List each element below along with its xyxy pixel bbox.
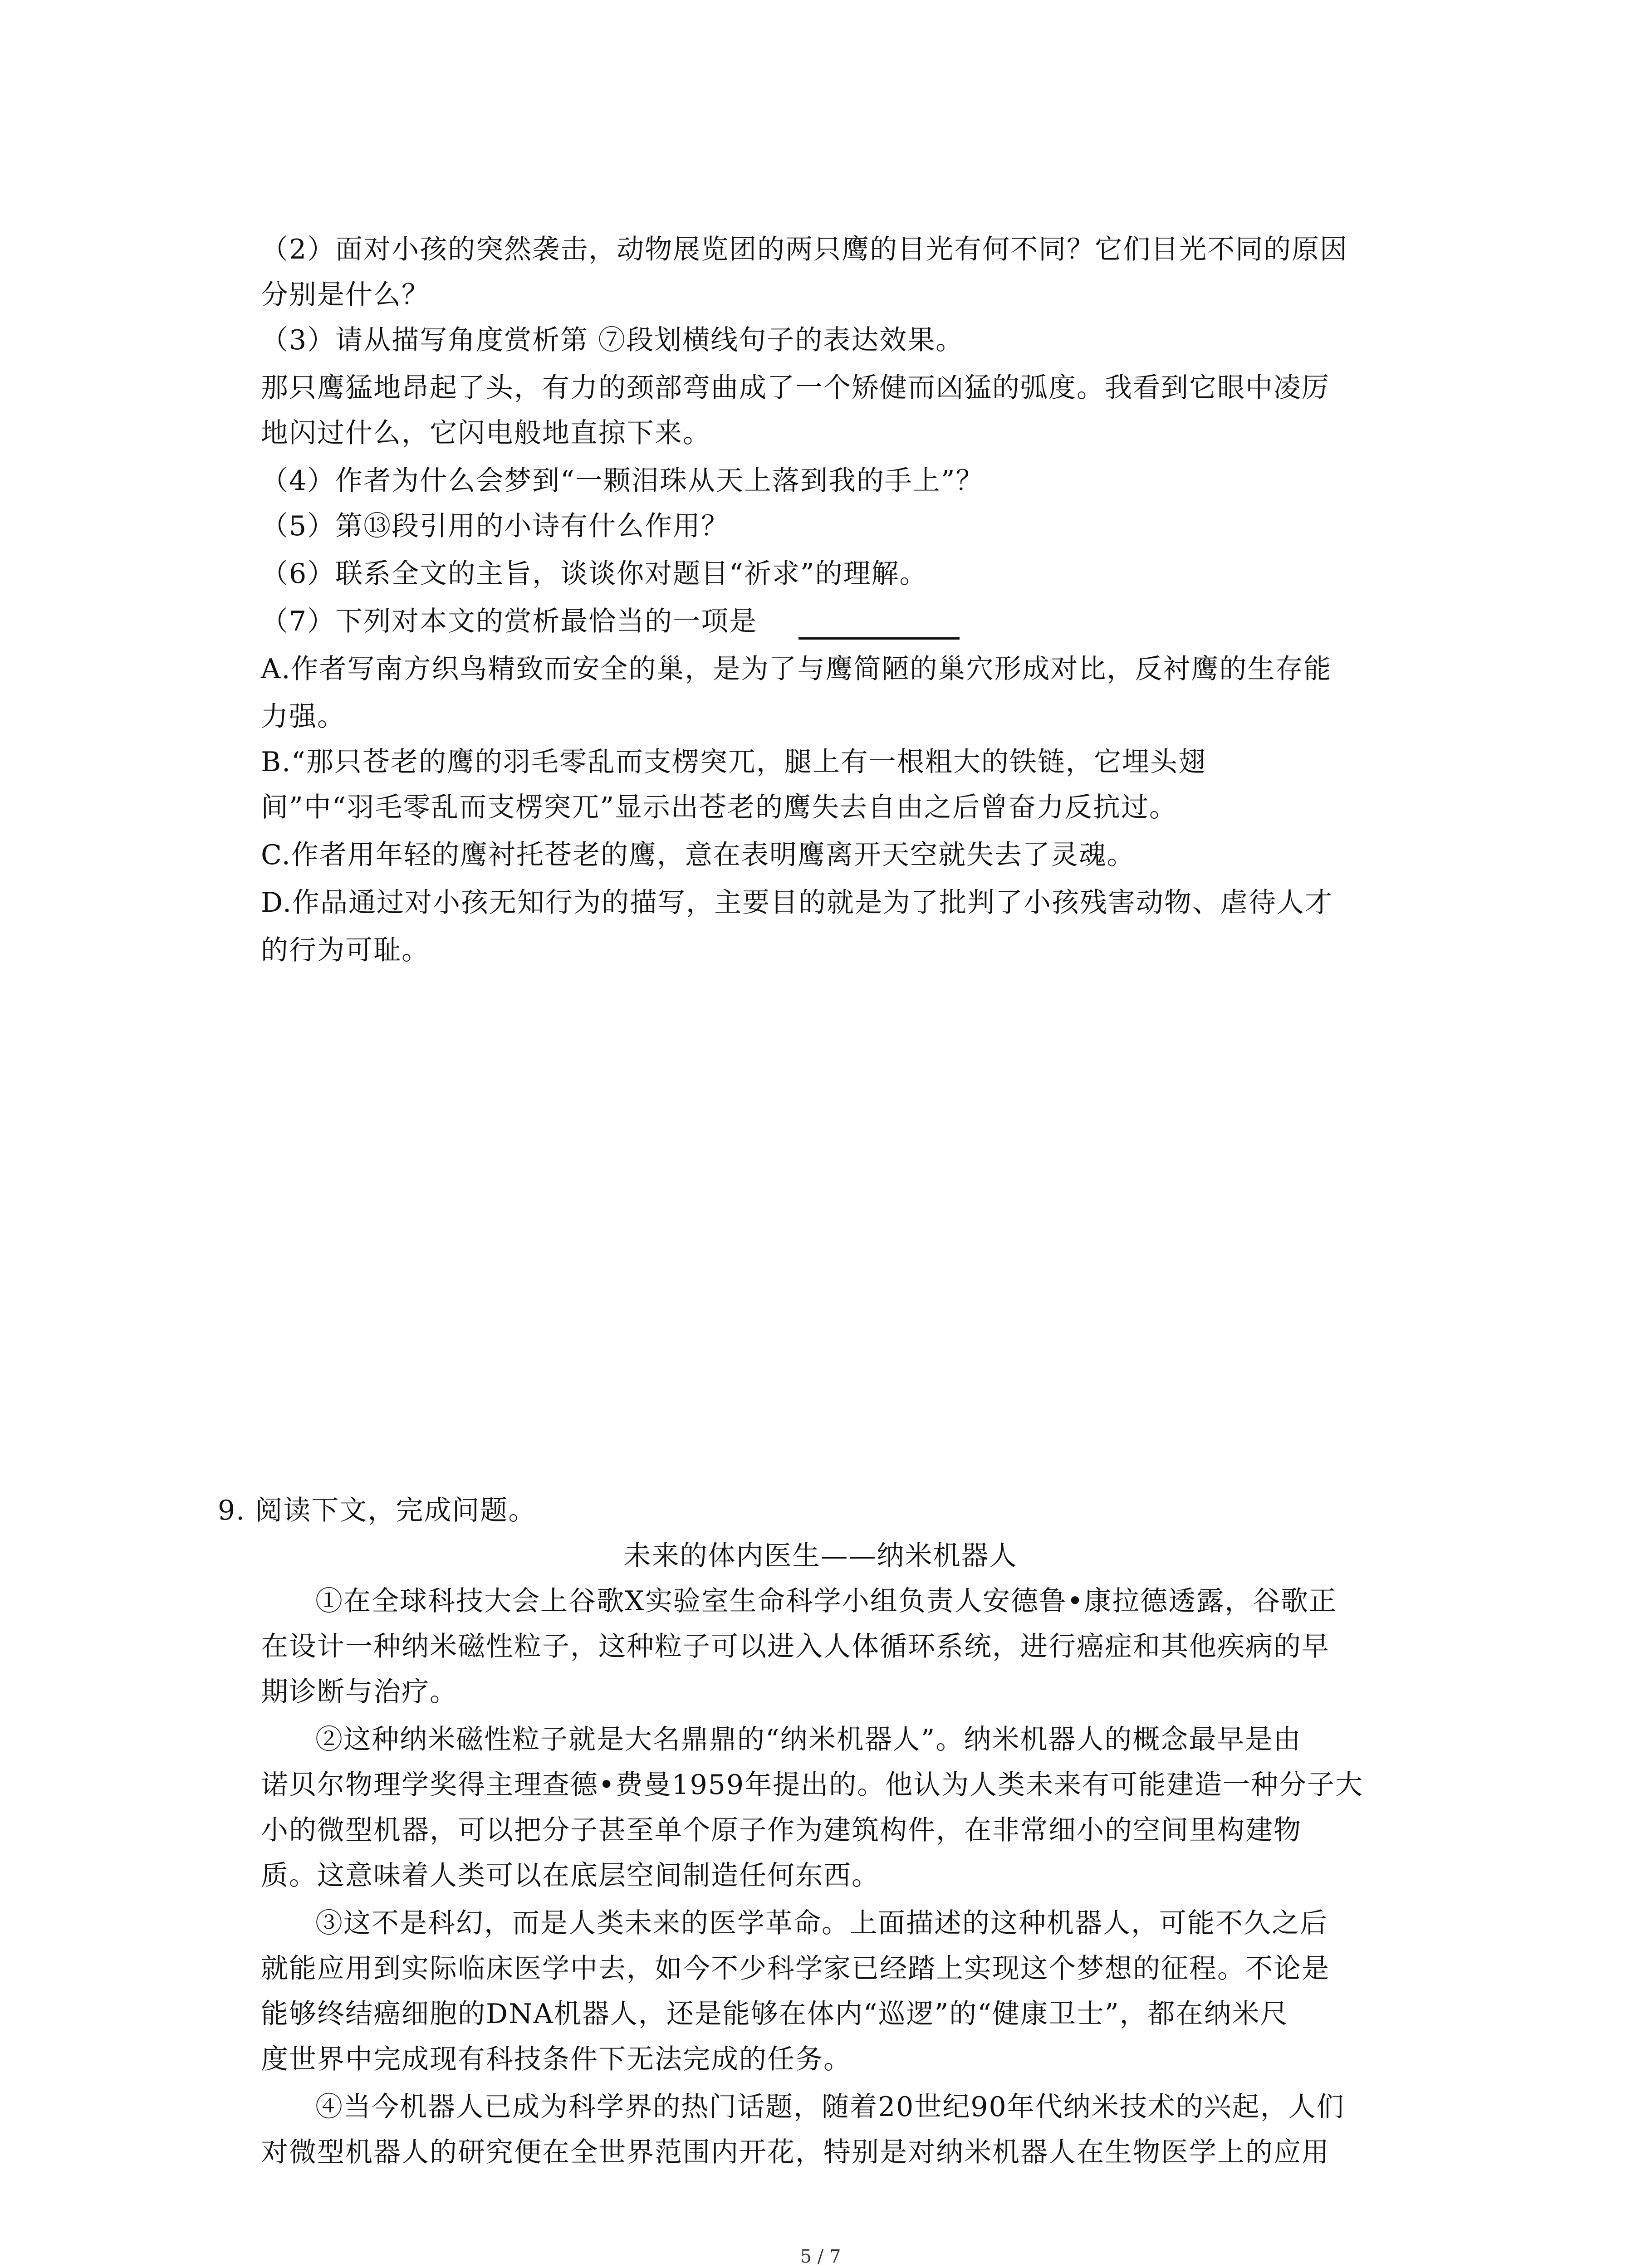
- answer-blank: [798, 637, 960, 640]
- question-8-4: （4）作者为什么会梦到“一颗泪珠从天上落到我的手上”？: [261, 465, 984, 497]
- paragraph-2-line-1: ②这种纳米磁性粒子就是大名鼎鼎的“纳米机器人”。纳米机器人的概念最早是由: [315, 1724, 1302, 1755]
- option-a-line-1: A.作者写南方织鸟精致而安全的巢，是为了与鹰简陋的巢穴形成对比，反衬鹰的生存能: [261, 653, 1332, 685]
- quoted-sentence-line-1: 那只鹰猛地昂起了头，有力的颈部弯曲成了一个矫健而凶猛的弧度。我看到它眼中凌厉: [261, 372, 1330, 404]
- question-8-5: （5）第⑬段引用的小诗有什么作用？: [261, 510, 730, 542]
- option-b-line-1: B.“那只苍老的鹰的羽毛零乱而支楞突兀，腿上有一根粗大的铁链，它埋头翅: [261, 746, 1206, 778]
- paragraph-4-line-1: ④当今机器人已成为科学界的热门话题，随着20世纪90年代纳米技术的兴起，人们: [315, 2091, 1345, 2123]
- paragraph-3-line-3: 能够终结癌细胞的DNA机器人，还是能够在体内“巡逻”的“健康卫士”，都在纳米尺: [261, 1998, 1288, 2030]
- option-d-line-2: 的行为可耻。: [261, 934, 430, 966]
- question-8-6: （6）联系全文的主旨，谈谈你对题目“祈求”的理解。: [261, 558, 928, 590]
- paragraph-3-line-4: 度世界中完成现有科技条件下无法完成的任务。: [261, 2043, 852, 2075]
- option-b-line-2: 间”中“羽毛零乱而支楞突兀”显示出苍老的鹰失去自由之后曾奋力反抗过。: [261, 792, 1178, 823]
- paragraph-2-line-4: 质。这意味着人类可以在底层空间制造任何东西。: [261, 1860, 880, 1892]
- option-c: C.作者用年轻的鹰衬托苍老的鹰，意在表明鹰离开天空就失去了灵魂。: [261, 839, 1135, 871]
- option-d-line-1: D.作品通过对小孩无知行为的描写，主要目的就是为了批判了小孩残害动物、虐待人才: [261, 887, 1333, 919]
- question-8-3: （3）请从描写角度赏析第 ⑦段划横线句子的表达效果。: [261, 324, 964, 356]
- paragraph-2-line-3: 小的微型机器，可以把分子甚至单个原子作为建筑构件，在非常细小的空间里构建物: [261, 1814, 1302, 1846]
- option-a-line-2: 力强。: [261, 701, 345, 733]
- page-number: 5 / 7: [800, 2246, 841, 2267]
- article-title: 未来的体内医生——纳米机器人: [623, 1540, 1018, 1572]
- quoted-sentence-line-2: 地闪过什么，它闪电般地直掠下来。: [261, 417, 711, 449]
- question-8-2-line-2: 分别是什么？: [261, 279, 430, 311]
- paragraph-4-line-2: 对微型机器人的研究便在全世界范围内开花，特别是对纳米机器人在生物医学上的应用: [261, 2136, 1330, 2168]
- paragraph-1-line-1: ①在全球科技大会上谷歌X实验室生命科学小组负责人安德鲁•康拉德透露，谷歌正: [315, 1585, 1337, 1617]
- paragraph-3-line-2: 就能应用到实际临床医学中去，如今不少科学家已经踏上实现这个梦想的征程。不论是: [261, 1953, 1330, 1984]
- question-8-7: （7）下列对本文的赏析最恰当的一项是: [261, 606, 758, 637]
- paragraph-3-line-1: ③这不是科幻，而是人类未来的医学革命。上面描述的这种机器人，可能不久之后: [315, 1907, 1328, 1939]
- paragraph-2-line-2: 诺贝尔物理学奖得主理查德•费曼1959年提出的。他认为人类未来有可能建造一种分子大: [261, 1769, 1364, 1801]
- paragraph-1-line-3: 期诊断与治疗。: [261, 1676, 458, 1708]
- paragraph-1-line-2: 在设计一种纳米磁性粒子，这种粒子可以进入人体循环系统，进行癌症和其他疾病的早: [261, 1631, 1330, 1662]
- question-8-2-line-1: （2）面对小孩的突然袭击，动物展览团的两只鹰的目光有何不同？它们目光不同的原因: [261, 234, 1348, 265]
- question-9-header: 9. 阅读下文，完成问题。: [218, 1495, 537, 1526]
